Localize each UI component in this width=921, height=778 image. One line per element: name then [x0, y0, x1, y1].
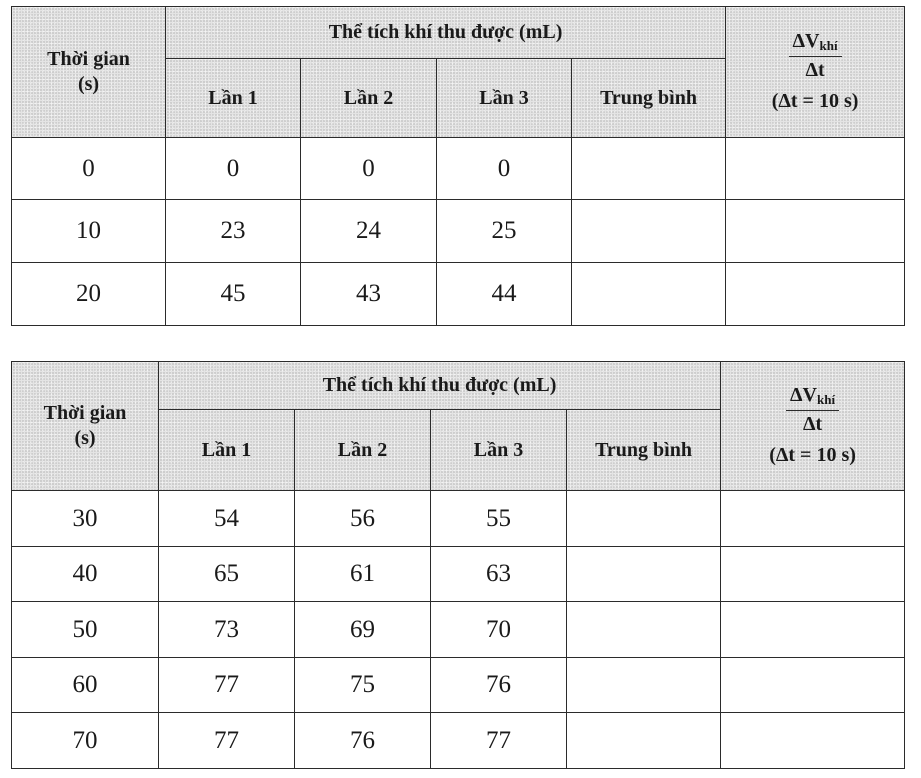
- table-row: [12, 713, 905, 769]
- trial-3-header: Lần 3: [437, 59, 572, 138]
- rate-cell: [721, 602, 905, 658]
- rate-header: [726, 7, 905, 138]
- rate-cell: [721, 491, 905, 547]
- data-table-top: [11, 6, 905, 326]
- rate-numerator-text: ΔV: [792, 30, 820, 53]
- average-cell: [567, 547, 721, 602]
- rate-fraction: [789, 30, 842, 82]
- trial-2-cell: 24: [301, 200, 437, 263]
- rate-cell: [726, 200, 905, 263]
- trial-3-cell: 55: [431, 491, 567, 547]
- table-row: [12, 200, 905, 263]
- table-row: [12, 602, 905, 658]
- trial-2-header: Lần 2: [295, 410, 431, 491]
- rate-denominator: Δt: [802, 412, 823, 435]
- trial-3-cell: 0: [437, 138, 572, 200]
- time-header-line1: Thời gian: [47, 48, 130, 70]
- trial-1-cell: 45: [166, 263, 301, 326]
- time-header: [12, 362, 159, 491]
- trial-2-cell: 69: [295, 602, 431, 658]
- rate-numerator: [789, 30, 842, 57]
- rate-cell: [721, 547, 905, 602]
- average-cell: [572, 200, 726, 263]
- time-header-line2: (s): [74, 427, 96, 449]
- trial-1-cell: 65: [159, 547, 295, 602]
- trial-3-header: Lần 3: [431, 410, 567, 491]
- table-row: [12, 658, 905, 713]
- average-header: Trung bình: [572, 59, 726, 138]
- trial-3-cell: 70: [431, 602, 567, 658]
- rate-fraction: [786, 384, 839, 436]
- rate-header: [721, 362, 905, 491]
- rate-numerator: [786, 384, 839, 411]
- average-cell: [567, 713, 721, 769]
- trial-1-header: Lần 1: [159, 410, 295, 491]
- trial-2-cell: 0: [301, 138, 437, 200]
- time-cell: 60: [12, 658, 159, 713]
- trial-3-cell: 76: [431, 658, 567, 713]
- trial-1-cell: 54: [159, 491, 295, 547]
- rate-cell: [721, 713, 905, 769]
- trial-3-cell: 25: [437, 200, 572, 263]
- trial-2-cell: 75: [295, 658, 431, 713]
- average-header: Trung bình: [567, 410, 721, 491]
- rate-note: (Δt = 10 s): [771, 89, 859, 112]
- trial-3-cell: 44: [437, 263, 572, 326]
- average-cell: [572, 263, 726, 326]
- trial-1-cell: 77: [159, 713, 295, 769]
- time-header-line1: Thời gian: [43, 402, 127, 424]
- trial-2-cell: 76: [295, 713, 431, 769]
- time-cell: 50: [12, 602, 159, 658]
- data-table-bottom: [11, 361, 905, 769]
- time-cell: 10: [12, 200, 166, 263]
- time-cell: 30: [12, 491, 159, 547]
- rate-numerator-text: ΔV: [790, 384, 817, 407]
- table-row: [12, 263, 905, 326]
- rate-cell: [726, 263, 905, 326]
- volume-group-header: Thể tích khí thu được (mL): [166, 7, 726, 59]
- trial-1-cell: 23: [166, 200, 301, 263]
- trial-1-cell: 0: [166, 138, 301, 200]
- trial-1-header: Lần 1: [166, 59, 301, 138]
- trial-1-cell: 77: [159, 658, 295, 713]
- time-cell: 20: [12, 263, 166, 326]
- rate-note: (Δt = 10 s): [769, 443, 856, 466]
- table-row: [12, 491, 905, 547]
- trial-2-header: Lần 2: [301, 59, 437, 138]
- time-cell: 0: [12, 138, 166, 200]
- volume-group-header: Thể tích khí thu được (mL): [159, 362, 721, 410]
- rate-numerator-sub: khí: [819, 38, 838, 54]
- rate-cell: [726, 138, 905, 200]
- time-header-line2: (s): [77, 73, 100, 95]
- average-cell: [572, 138, 726, 200]
- trial-3-cell: 77: [431, 713, 567, 769]
- average-cell: [567, 658, 721, 713]
- trial-2-cell: 43: [301, 263, 437, 326]
- rate-numerator-sub: khí: [817, 392, 836, 408]
- trial-3-cell: 63: [431, 547, 567, 602]
- time-header: [12, 7, 166, 138]
- time-cell: 70: [12, 713, 159, 769]
- average-cell: [567, 491, 721, 547]
- average-cell: [567, 602, 721, 658]
- rate-denominator: Δt: [805, 58, 825, 81]
- trial-1-cell: 73: [159, 602, 295, 658]
- time-cell: 40: [12, 547, 159, 602]
- table-row: [12, 547, 905, 602]
- table-row: [12, 138, 905, 200]
- trial-2-cell: 61: [295, 547, 431, 602]
- trial-2-cell: 56: [295, 491, 431, 547]
- rate-cell: [721, 658, 905, 713]
